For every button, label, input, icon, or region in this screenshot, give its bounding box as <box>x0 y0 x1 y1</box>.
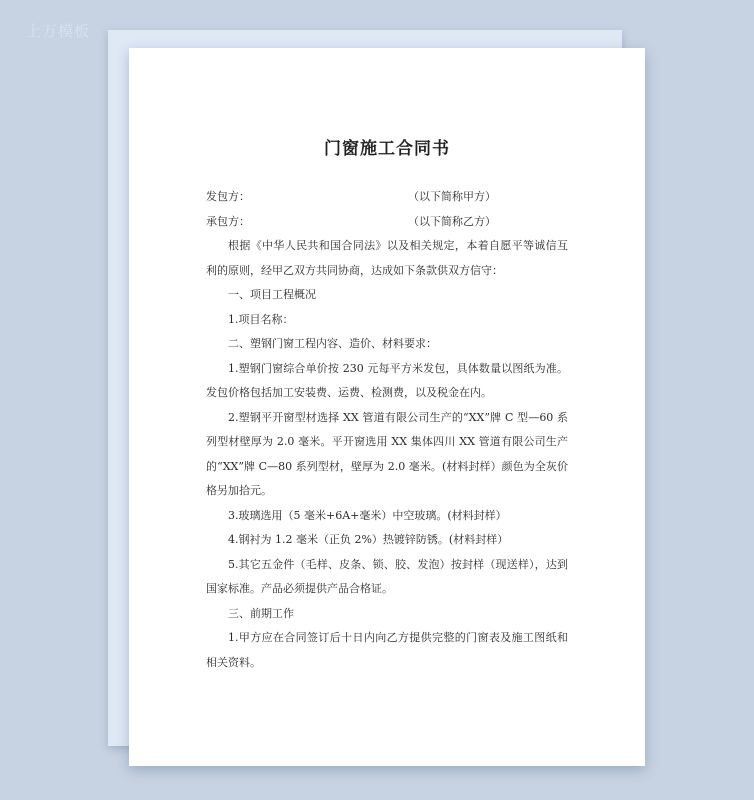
paragraph: 1.甲方应在合同签订后十日内向乙方提供完整的门窗表及施工图纸和相关资料。 <box>206 631 568 669</box>
paragraph-preamble: 根据《中华人民共和国合同法》以及相关规定，本着自愿平等诚信互利的原则，经甲乙双方共同协商，达成如下条款供双方信守： <box>206 239 568 277</box>
party-a-note: （以下简称甲方） <box>408 190 496 203</box>
party-b-note: （以下简称乙方） <box>408 214 496 228</box>
paragraph: 3.玻璃选用（5 毫米+6A+毫米）中空玻璃。(材料封样） <box>228 508 507 522</box>
section-heading-3: 三、前期工作 <box>228 606 294 620</box>
paragraph: 2.塑钢平开窗型材选择 XX 管道有限公司生产的“XX”牌 C 型—60 系列型材壁厚为 2.0 毫米。平开窗选用 XX 集体四川 XX 管道有限公司生产的“XX”牌 C—80 系列型材，壁厚为 2.0 毫米。(材料封样）颜色为全灰价格另加拾元。 <box>206 410 568 497</box>
document-body <box>206 185 568 675</box>
document-page <box>129 48 645 766</box>
watermark: 上万模板 <box>26 22 91 40</box>
party-a-label: 发包方： <box>206 190 250 203</box>
paragraph: 4.钢衬为 1.2 毫米（正负 2%）热镀锌防锈。(材料封样） <box>228 533 509 546</box>
paragraph: 5.其它五金件（毛样、皮条、锁、胶、发泡）按封样（现送样），达到国家标准。产品必须提供产品合格证。 <box>206 557 568 595</box>
section-heading-1: 一、项目工程概况 <box>228 288 316 301</box>
paragraph: 1.项目名称： <box>228 312 294 326</box>
section-heading-2: 二、塑钢门窗工程内容、造价、材料要求： <box>228 337 437 350</box>
document-title: 门窗施工合同书 <box>324 139 450 159</box>
party-a-line <box>206 185 568 210</box>
paragraph: 1.塑钢门窗综合单价按 230 元每平方米发包，具体数量以图纸为准。发包价格包括加工安装费、运费、检测费，以及税金在内。 <box>206 361 568 399</box>
party-b-line <box>206 210 568 235</box>
party-b-label: 承包方： <box>206 214 250 228</box>
